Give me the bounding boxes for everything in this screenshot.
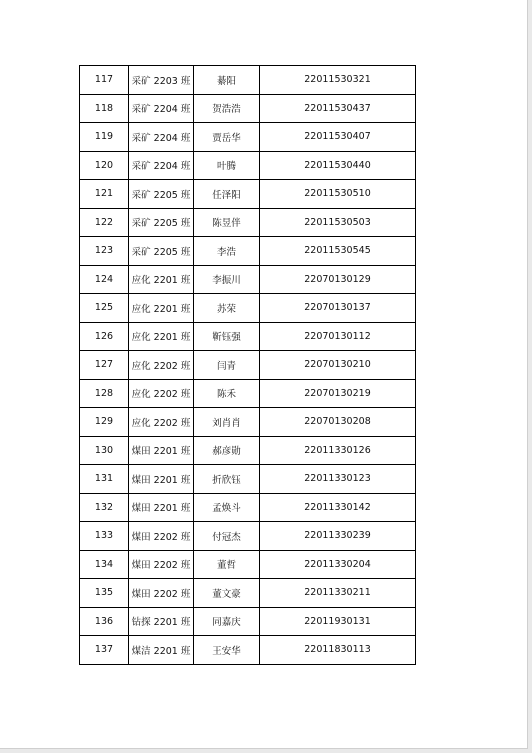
student-id-cell: 22070130137 [260,294,416,323]
row-number-cell: 126 [80,322,129,351]
table-row [80,379,416,408]
table-row [80,151,416,180]
student-name-cell: 贺浩浩 [194,94,260,123]
student-id-cell: 22011530503 [260,208,416,237]
student-name-cell: 付冠杰 [194,522,260,551]
class-cell: 煤田 2202 班 [129,550,194,579]
student-id-cell: 22011530510 [260,180,416,209]
student-name-cell: 同嘉庆 [194,607,260,636]
roster-body [80,66,416,665]
student-name-cell: 綦阳 [194,66,260,95]
class-cell: 煤田 2201 班 [129,493,194,522]
student-name-cell: 郝彦勋 [194,436,260,465]
student-id-cell: 22011530321 [260,66,416,95]
table-row [80,408,416,437]
row-number-cell: 117 [80,66,129,95]
class-cell: 应化 2201 班 [129,322,194,351]
student-id-cell: 22070130219 [260,379,416,408]
row-number-cell: 132 [80,493,129,522]
table-row [80,465,416,494]
table-row [80,265,416,294]
table-row [80,322,416,351]
row-number-cell: 134 [80,550,129,579]
row-number-cell: 124 [80,265,129,294]
row-number-cell: 125 [80,294,129,323]
row-number-cell: 120 [80,151,129,180]
row-number-cell: 133 [80,522,129,551]
row-number-cell: 127 [80,351,129,380]
student-id-cell: 22011330239 [260,522,416,551]
student-id-cell: 22011330123 [260,465,416,494]
class-cell: 采矿 2204 班 [129,94,194,123]
table-row [80,123,416,152]
student-name-cell: 靳钰强 [194,322,260,351]
class-cell: 采矿 2204 班 [129,151,194,180]
table-row [80,66,416,95]
student-name-cell: 闫青 [194,351,260,380]
student-name-cell: 苏荣 [194,294,260,323]
table-row [80,180,416,209]
class-cell: 煤田 2201 班 [129,465,194,494]
student-name-cell: 董哲 [194,550,260,579]
student-name-cell: 刘肖肖 [194,408,260,437]
row-number-cell: 137 [80,636,129,665]
student-id-cell: 22011530440 [260,151,416,180]
table-row [80,493,416,522]
row-number-cell: 130 [80,436,129,465]
class-cell: 采矿 2205 班 [129,237,194,266]
student-id-cell: 22011530437 [260,94,416,123]
class-cell: 采矿 2203 班 [129,66,194,95]
student-name-cell: 陈昱伴 [194,208,260,237]
table-row [80,607,416,636]
table-row [80,237,416,266]
student-id-cell: 22011930131 [260,607,416,636]
class-cell: 煤洁 2201 班 [129,636,194,665]
student-name-cell: 李浩 [194,237,260,266]
table-row [80,294,416,323]
student-name-cell: 李振川 [194,265,260,294]
student-roster-table [79,65,416,665]
table-row [80,208,416,237]
student-name-cell: 折欣钰 [194,465,260,494]
row-number-cell: 136 [80,607,129,636]
table-row [80,351,416,380]
table-row [80,579,416,608]
student-name-cell: 王安华 [194,636,260,665]
student-id-cell: 22070130210 [260,351,416,380]
student-id-cell: 22011530407 [260,123,416,152]
student-id-cell: 22011830113 [260,636,416,665]
student-id-cell: 22011330204 [260,550,416,579]
class-cell: 采矿 2204 班 [129,123,194,152]
student-name-cell: 孟焕斗 [194,493,260,522]
row-number-cell: 129 [80,408,129,437]
row-number-cell: 118 [80,94,129,123]
class-cell: 采矿 2205 班 [129,180,194,209]
class-cell: 煤田 2201 班 [129,436,194,465]
student-name-cell: 贾岳华 [194,123,260,152]
class-cell: 应化 2201 班 [129,294,194,323]
student-id-cell: 22070130129 [260,265,416,294]
table-row [80,550,416,579]
class-cell: 应化 2202 班 [129,351,194,380]
student-name-cell: 叶腾 [194,151,260,180]
student-id-cell: 22011330211 [260,579,416,608]
student-name-cell: 任泽阳 [194,180,260,209]
class-cell: 煤田 2202 班 [129,522,194,551]
class-cell: 采矿 2205 班 [129,208,194,237]
class-cell: 钻探 2201 班 [129,607,194,636]
row-number-cell: 122 [80,208,129,237]
row-number-cell: 131 [80,465,129,494]
student-id-cell: 22011330142 [260,493,416,522]
class-cell: 煤田 2202 班 [129,579,194,608]
student-name-cell: 董文豪 [194,579,260,608]
class-cell: 应化 2202 班 [129,408,194,437]
table-row [80,436,416,465]
student-id-cell: 22011330126 [260,436,416,465]
student-id-cell: 22070130112 [260,322,416,351]
table-row [80,636,416,665]
row-number-cell: 119 [80,123,129,152]
student-name-cell: 陈禾 [194,379,260,408]
row-number-cell: 121 [80,180,129,209]
row-number-cell: 135 [80,579,129,608]
student-id-cell: 22070130208 [260,408,416,437]
table-row [80,522,416,551]
table-row [80,94,416,123]
class-cell: 应化 2201 班 [129,265,194,294]
class-cell: 应化 2202 班 [129,379,194,408]
student-id-cell: 22011530545 [260,237,416,266]
row-number-cell: 128 [80,379,129,408]
row-number-cell: 123 [80,237,129,266]
